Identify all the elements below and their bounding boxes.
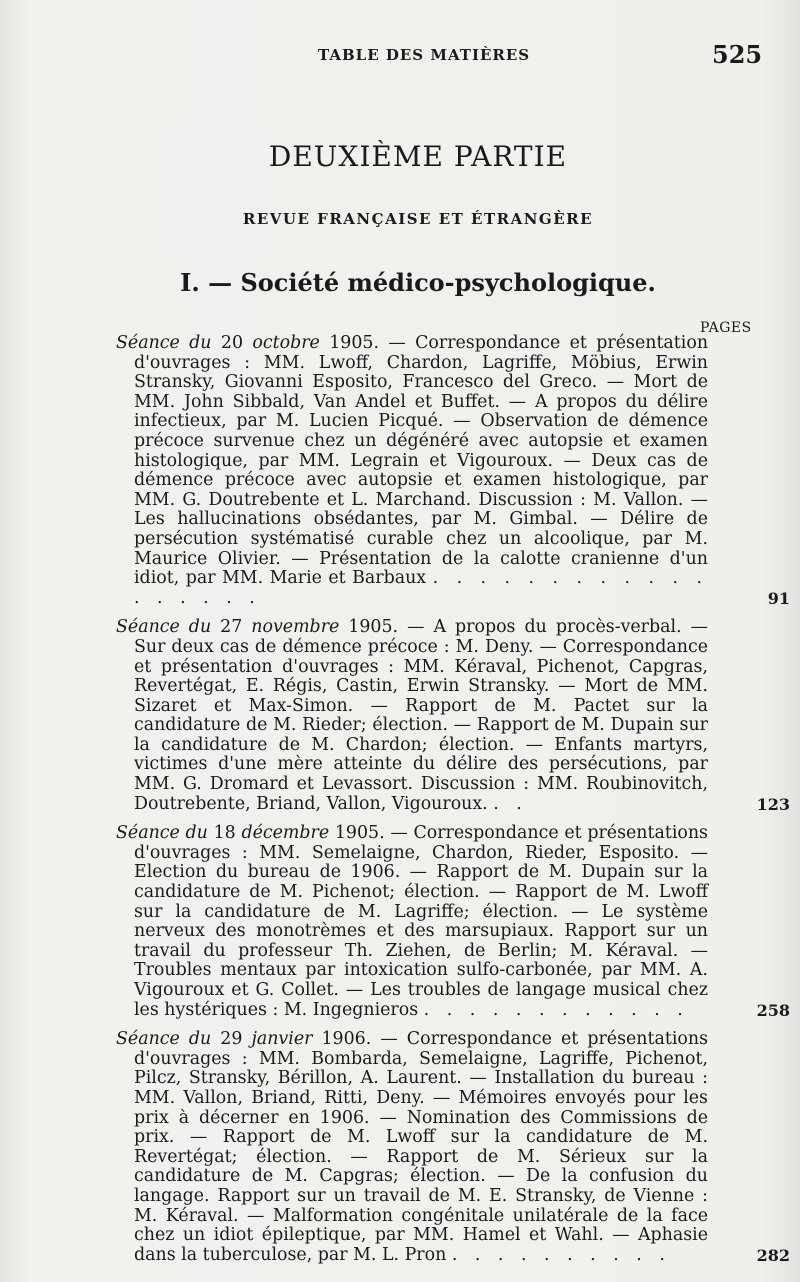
seance-label: Séance du bbox=[116, 333, 212, 353]
toc-entry bbox=[116, 333, 790, 608]
toc-entry bbox=[116, 823, 790, 1020]
dot-leader: . . . . . . . . . . . . . . . . . . bbox=[134, 568, 708, 608]
seance-month: décembre bbox=[241, 823, 330, 844]
section-title: REVUE FRANÇAISE ET ÉTRANGÈRE bbox=[242, 210, 594, 228]
seance-day: 18 bbox=[213, 823, 236, 844]
toc-entry bbox=[116, 1029, 790, 1265]
seance-label: Séance du bbox=[116, 823, 208, 844]
entry-page-number: 258 bbox=[756, 1000, 790, 1020]
seance-year: 1905. bbox=[334, 823, 385, 844]
seance-label: Séance du bbox=[116, 1029, 212, 1050]
seance-label: Séance du bbox=[116, 617, 212, 638]
seance-day: 29 bbox=[220, 1029, 243, 1050]
part-title: DEUXIÈME PARTIE bbox=[268, 140, 568, 173]
entry-text: — A propos du procès-verbal. — Sur deux cas de démence précoce : M. Deny. — Correspondance et présentation d'ouvrages : MM. Kéraval, Pichenot, Capgras, Revertégat, E. Régis, Castin, Erwin Stransky. — Mort de MM. Sizaret et Max-Simon. — Rapport de M. Pactet sur la candidature de M. Rieder; élection. — Rapport de M. Dupain sur la candidature de M. Chardon; élection. — Enfants martyrs, victimes d'une mère atteinte du délire des persécutions, par MM. G. Dromard et Levassort. Discussion : MM. Roubinovitch, Doutrebente, Briand, Vallon, Vigouroux. bbox=[134, 617, 708, 814]
toc-entries bbox=[116, 333, 790, 1275]
seance-month: octobre bbox=[252, 333, 320, 353]
seance-year: 1905. bbox=[329, 333, 379, 353]
dot-leader: . . . . . . . . . . . . bbox=[423, 999, 689, 1020]
entry-text: — Correspondance et présentation d'ouvrages : MM. Lwoff, Chardon, Lagriffe, Möbius, Erwin Stransky, Giovanni Esposito, Francesco del Greco. — Mort de MM. John Sibbald, Van Andel et Buffet. — A propos du délire infectieux, par M. Lucien Picqué. — Observation de démence précoce survenue chez un dégénéré avec autopsie et examen histologique, par MM. Legrain et Vigouroux. — Deux cas de démence précoce avec autopsie et examen histologique, par MM. G. Doutrebente et L. Marchand. Discussion : M. Vallon. — Les hallucinations obsédantes, par M. Gimbal. — Délire de persécution systématisé curable chez un alcoolique, par M. Maurice Olivier. — Présentation de la calotte cranienne d'un idiot, par MM. Marie et Barbaux bbox=[134, 333, 709, 589]
running-head bbox=[0, 40, 800, 70]
seance-day: 20 bbox=[220, 333, 244, 353]
entry-text: — Correspondance et présentations d'ouvrages : MM. Bombarda, Semelaigne, Lagriffe, Pichenot, Pilcz, Stransky, Bérillon, A. Laurent. — Installation du bureau : MM. Vallon, Briand, Ritti, Deny. — Mémoires envoyés pour les prix à décerner en 1906. — Nomination des Commissions de prix. — Rapport de M. Lwoff sur la candidature de M. Revertégat; élection. — Rapport de M. Sérieux sur la candidature de M. Capgras; élection. — De la confusion du langage. Rapport sur un travail de M. E. Stransky, de Vienne : M. Kéraval. — Malformation congénitale unilatérale de la face chez un idiot épileptique, par MM. Hamel et Wahl. — Aphasie dans la tuberculose, par M. L. Pron bbox=[134, 1029, 708, 1265]
seance-day: 27 bbox=[220, 617, 243, 638]
entry-page-number: 91 bbox=[767, 588, 790, 608]
seance-year: 1905. bbox=[348, 617, 399, 638]
toc-entry bbox=[116, 617, 790, 814]
pages-column-label: PAGES bbox=[700, 320, 752, 336]
entry-text: — Correspondance et présentations d'ouvrages : MM. Semelaigne, Chardon, Rieder, Esposito. — Election du bureau de 1906. — Rapport de M. Dupain sur la candidature de M. Pichenot; élection. — Rapport de M. Lwoff sur la candidature de M. Lagriffe; élection. — Le système nerveux des monotrèmes et des marsupiaux. Rapport sur un travail du professeur Th. Ziehen, de Berlin; M. Kéraval. — Troubles mentaux par intoxication sulfo-carbonée, par MM. A. Vigouroux et G. Collet. — Les troubles de langage musical chez les hystériques : M. Ingegnieros bbox=[134, 823, 708, 1020]
page-number: 525 bbox=[712, 40, 763, 69]
entry-page-number: 282 bbox=[756, 1245, 790, 1265]
dot-leader: . . bbox=[493, 793, 528, 814]
running-title: TABLE DES MATIÈRES bbox=[318, 46, 531, 64]
seance-year: 1906. bbox=[321, 1029, 372, 1050]
society-title: I. — Société médico-psychologique. bbox=[180, 268, 656, 297]
seance-month: janvier bbox=[251, 1029, 313, 1050]
seance-month: novembre bbox=[251, 617, 340, 638]
dot-leader: . . . . . . . . . . bbox=[451, 1244, 671, 1265]
entry-page-number: 123 bbox=[756, 794, 790, 814]
